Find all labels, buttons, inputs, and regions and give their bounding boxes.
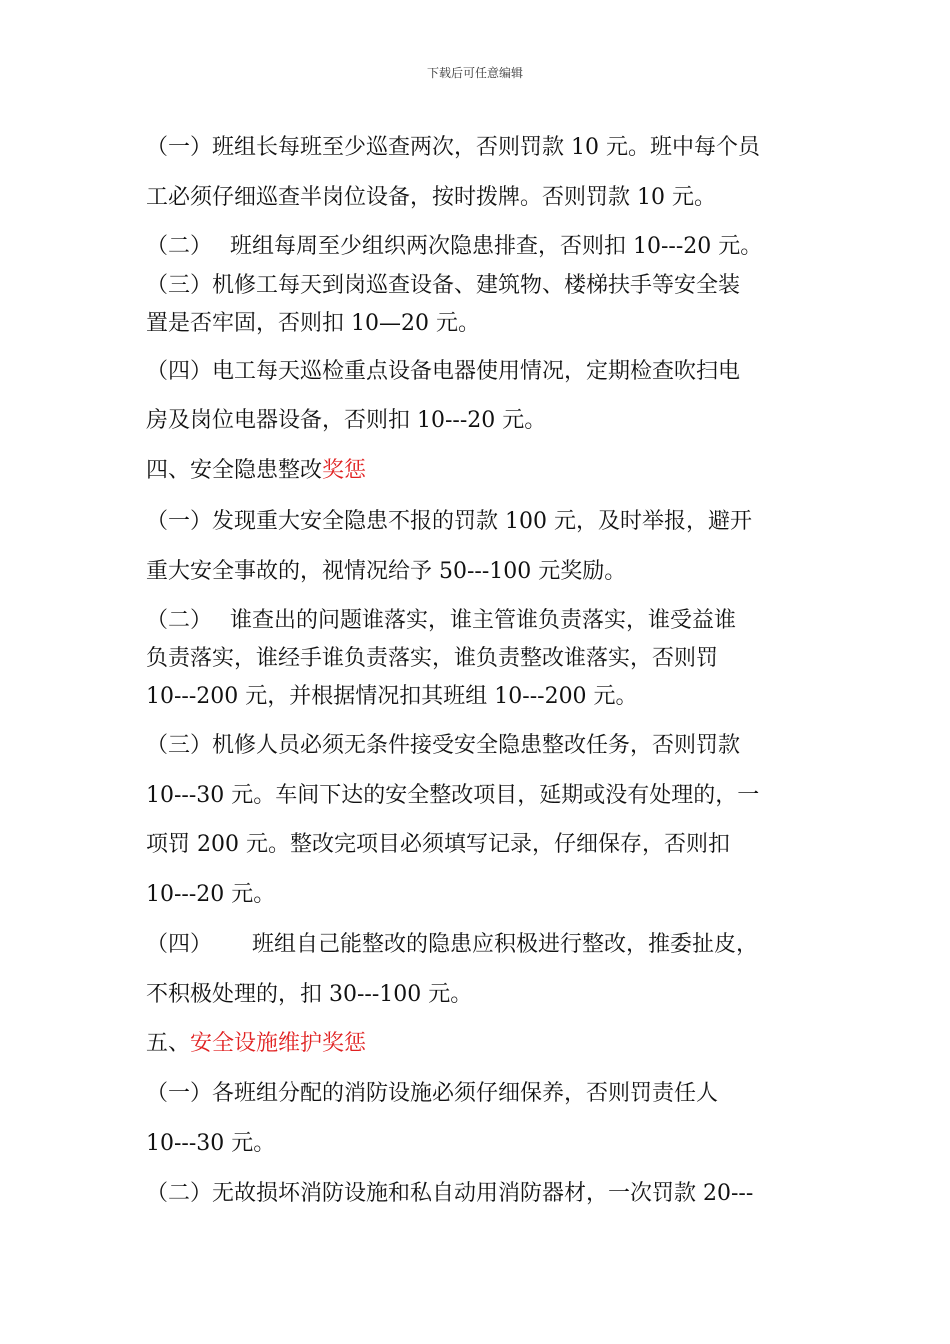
paragraph-line: 10---30 元。车间下达的安全整改项目，延期或没有处理的，一 [146,783,760,808]
paragraph-line: 负责落实，谁经手谁负责落实，谁负责整改谁落实，否则罚 [146,646,719,671]
paragraph-line: （一）各班组分配的消防设施必须仔细保养，否则罚责任人 [146,1081,719,1106]
paragraph-line: 不积极处理的，扣 30---100 元。 [146,982,473,1007]
paragraph-line: （二） 班组每周至少组织两次隐患排查，否则扣 10---20 元。 [146,234,763,259]
paragraph-line: （四）电工每天巡检重点设备电器使用情况，定期检查吹扫电 [146,359,741,384]
paragraph-line: （一）发现重大安全隐患不报的罚款 100 元，及时举报，避开 [146,509,752,534]
paragraph-line: 重大安全事故的，视情况给予 50---100 元奖励。 [146,559,627,584]
paragraph-line: 10---20 元。 [146,882,276,907]
section-heading [146,456,366,486]
paragraph-line: 10---200 元，并根据情况扣其班组 10---200 元。 [146,684,638,709]
section-heading-highlight: 奖惩 [322,458,367,483]
paragraph-line: 置是否牢固，否则扣 10—20 元。 [146,311,480,336]
paragraph-line: 项罚 200 元。整改完项目必须填写记录，仔细保存，否则扣 [146,832,730,857]
page-header: 下载后可任意编辑 [426,66,523,80]
paragraph-line: （三）机修人员必须无条件接受安全隐患整改任务，否则罚款 [146,733,741,758]
paragraph-line: （四） 班组自己能整改的隐患应积极进行整改，推委扯皮， [146,932,758,957]
paragraph-line: （三）机修工每天到岗巡查设备、建筑物、楼梯扶手等安全装 [146,273,741,298]
section-heading-highlight: 安全设施维护奖惩 [190,1031,367,1056]
paragraph-line: （二）无故损坏消防设施和私自动用消防器材，一次罚款 20--- [146,1181,754,1206]
paragraph-line: （二） 谁查出的问题谁落实，谁主管谁负责落实，谁受益谁 [146,608,736,633]
paragraph-line: 10---30 元。 [146,1131,276,1156]
paragraph-line: 房及岗位电器设备，否则扣 10---20 元。 [146,408,547,433]
section-heading-text: 五、 [146,1031,191,1056]
section-heading [146,1029,366,1059]
paragraph-line: 工必须仔细巡查半岗位设备，按时拨牌。否则罚款 10 元。 [146,185,716,210]
section-heading-text: 四、安全隐患整改 [146,458,323,483]
paragraph-line: （一）班组长每班至少巡查两次，否则罚款 10 元。班中每个员 [146,135,760,160]
